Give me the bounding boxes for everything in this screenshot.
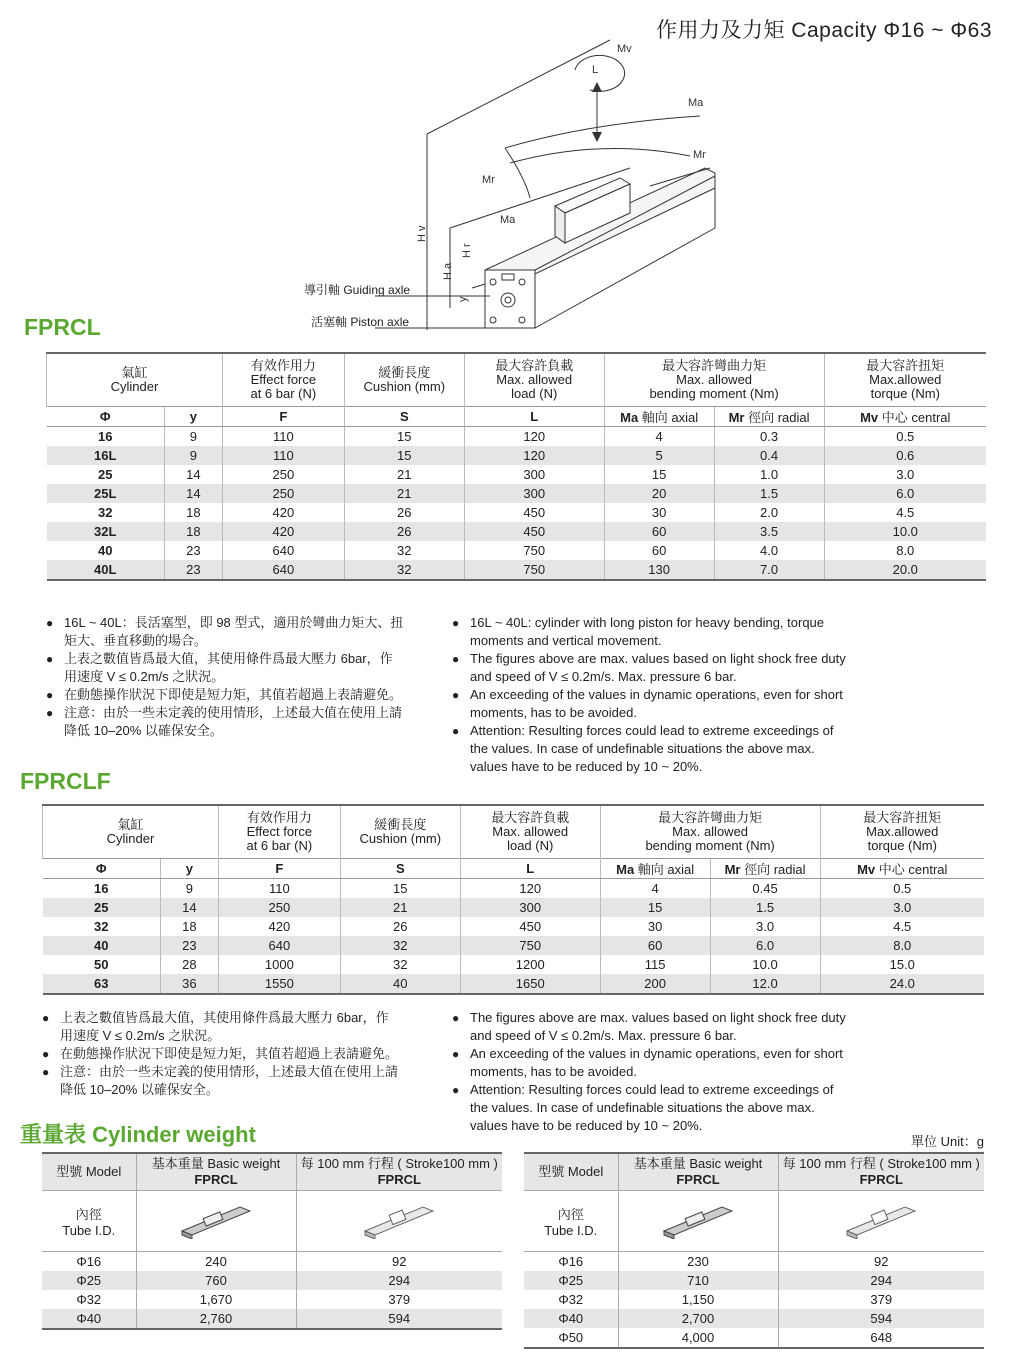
table-cell: 3.5 bbox=[714, 522, 824, 541]
weight-cell: 594 bbox=[778, 1309, 984, 1328]
header-torque: 最大容許扭矩 Max.allowed torque (Nm) bbox=[820, 805, 984, 859]
header-bending: 最大容許彎曲力矩 Max. allowed bending moment (Nm) bbox=[600, 805, 820, 859]
note-line: the values. In case of undefinable situations the above max. bbox=[470, 1100, 815, 1115]
weight-title: 重量表 Cylinder weight bbox=[20, 1122, 256, 1147]
weight-cell: 594 bbox=[296, 1309, 502, 1329]
weight-image-row bbox=[524, 1191, 984, 1252]
table-cell: 18 bbox=[160, 917, 218, 936]
table-cell: 16L bbox=[47, 446, 165, 465]
note-item: ● An exceeding of the values in dynamic operations, even for short bbox=[452, 1045, 872, 1063]
sub-mr: Mr 徑向 radial bbox=[714, 407, 824, 427]
header-cylinder: 氣缸 Cylinder bbox=[43, 805, 219, 859]
table-cell: 14 bbox=[164, 484, 222, 503]
sub-mv: Mv 中心 central bbox=[820, 859, 984, 879]
weight-row bbox=[524, 1271, 984, 1290]
table-cell: 23 bbox=[164, 541, 222, 560]
note-item: ● Attention: Resulting forces could lead to extreme exceedings of bbox=[452, 722, 872, 740]
fprcl-table bbox=[46, 352, 986, 581]
table-cell: 9 bbox=[160, 879, 218, 899]
note-item: ● The figures above are max. values based on light shock free duty bbox=[452, 650, 872, 668]
table-row bbox=[43, 898, 985, 917]
table-cell: 25L bbox=[47, 484, 165, 503]
table-cell: 4 bbox=[600, 879, 710, 899]
header-stroke: 每 100 mm 行程 ( Stroke100 mm ) FPRCL bbox=[296, 1153, 502, 1191]
table-row bbox=[47, 484, 987, 503]
note-line: the values. In case of undefinable situations the above max. bbox=[470, 741, 815, 756]
fprcl-title: FPRCL bbox=[24, 314, 101, 340]
weight-row bbox=[524, 1328, 984, 1348]
sub-ma: Ma 軸向 axial bbox=[600, 859, 710, 879]
table-cell: 30 bbox=[600, 917, 710, 936]
table-cell: 15 bbox=[340, 879, 460, 899]
weight-header-row bbox=[42, 1153, 502, 1191]
cylinder-image-2 bbox=[296, 1191, 502, 1252]
note-item: ● 上表之數值皆爲最大值，其使用條件爲最大壓力 6bar，作 bbox=[42, 1009, 432, 1027]
table-cell: 14 bbox=[160, 898, 218, 917]
table-cell: 1.5 bbox=[710, 898, 820, 917]
note-item: ● 注意：由於一些未定義的使用情形，上述最大值在使用上請 bbox=[42, 1063, 432, 1081]
note-line: values have to be reduced by 10 ~ 20%. bbox=[470, 759, 703, 774]
table-cell: 2.0 bbox=[714, 503, 824, 522]
sub-y: y bbox=[160, 859, 218, 879]
weight-cell: Φ25 bbox=[42, 1271, 136, 1290]
note-item: ● The figures above are max. values based on light shock free duty bbox=[452, 1009, 872, 1027]
table-cell: 1.5 bbox=[714, 484, 824, 503]
svg-text:H v: H v bbox=[416, 225, 428, 242]
table-cell: 26 bbox=[344, 503, 464, 522]
table-cell: 300 bbox=[464, 465, 604, 484]
table-cell: 0.5 bbox=[824, 427, 986, 447]
weight-cell: 294 bbox=[778, 1271, 984, 1290]
table-cell: 420 bbox=[218, 917, 340, 936]
table-cell: 110 bbox=[218, 879, 340, 899]
weight-cell: 2,700 bbox=[618, 1309, 778, 1328]
table-row bbox=[47, 541, 987, 560]
table-cell: 21 bbox=[344, 484, 464, 503]
weight-table-right bbox=[524, 1152, 984, 1349]
weight-cell: 230 bbox=[618, 1252, 778, 1272]
sub-f: F bbox=[218, 859, 340, 879]
table-cell: 18 bbox=[164, 503, 222, 522]
table-cell: 8.0 bbox=[824, 541, 986, 560]
header-cushion: 緩衝長度 Cushion (mm) bbox=[344, 353, 464, 407]
table-cell: 9 bbox=[164, 446, 222, 465]
table-cell: 9 bbox=[164, 427, 222, 447]
weight-cell: 1,670 bbox=[136, 1290, 296, 1309]
svg-text:Mv: Mv bbox=[617, 43, 632, 55]
weight-row bbox=[42, 1271, 502, 1290]
note-line: and speed of V ≤ 0.2m/s. Max. pressure 6 bar. bbox=[470, 1028, 737, 1043]
sub-phi: Φ bbox=[43, 859, 161, 879]
header-bending: 最大容許彎曲力矩 Max. allowed bending moment (Nm) bbox=[604, 353, 824, 407]
svg-text:H r: H r bbox=[461, 243, 473, 258]
weight-cell: Φ32 bbox=[558, 1292, 584, 1307]
svg-text:H a: H a bbox=[442, 262, 454, 280]
table-row bbox=[43, 917, 985, 936]
note-line: 用速度 V ≤ 0.2m/s 之狀況。 bbox=[60, 1028, 221, 1043]
table-cell: 1200 bbox=[460, 955, 600, 974]
table-cell: 40L bbox=[47, 560, 165, 580]
table-cell: 640 bbox=[222, 560, 344, 580]
table-cell: 3.0 bbox=[820, 898, 984, 917]
table-cell: 120 bbox=[460, 879, 600, 899]
table-cell: 21 bbox=[344, 465, 464, 484]
table-cell: 7.0 bbox=[714, 560, 824, 580]
table-cell: 6.0 bbox=[710, 936, 820, 955]
table-cell: 20.0 bbox=[824, 560, 986, 580]
sub-s: S bbox=[340, 859, 460, 879]
svg-text:Mr: Mr bbox=[693, 149, 706, 161]
note-line: 降低 10–20% 以確保安全。 bbox=[64, 723, 223, 738]
table-cell: 15 bbox=[344, 446, 464, 465]
table-cell: 10.0 bbox=[710, 955, 820, 974]
table-cell: 24.0 bbox=[820, 974, 984, 994]
table-cell: 250 bbox=[218, 898, 340, 917]
table-cell: 4.5 bbox=[824, 503, 986, 522]
table-cell: 1550 bbox=[218, 974, 340, 994]
table-cell: 14 bbox=[164, 465, 222, 484]
table-cell: 1000 bbox=[218, 955, 340, 974]
table-cell: 450 bbox=[464, 503, 604, 522]
note-line: 用速度 V ≤ 0.2m/s 之狀況。 bbox=[64, 669, 225, 684]
weight-cell: Φ16 bbox=[76, 1254, 102, 1269]
svg-text:y: y bbox=[457, 296, 469, 302]
table-cell: 6.0 bbox=[824, 484, 986, 503]
table-cell: 130 bbox=[604, 560, 714, 580]
note-item: ● Attention: Resulting forces could lead to extreme exceedings of bbox=[452, 1081, 872, 1099]
weight-cell: 92 bbox=[296, 1252, 502, 1272]
table-cell: 63 bbox=[43, 974, 161, 994]
header-model: 型號 Model bbox=[524, 1153, 618, 1191]
table-cell: 120 bbox=[464, 446, 604, 465]
weight-cell: Φ16 bbox=[558, 1254, 584, 1269]
table-cell: 0.45 bbox=[710, 879, 820, 899]
table-cell: 40 bbox=[97, 543, 113, 558]
weight-cell: 648 bbox=[778, 1328, 984, 1348]
note-line: values have to be reduced by 10 ~ 20%. bbox=[470, 1118, 703, 1133]
table-header-row bbox=[47, 353, 987, 407]
table-cell: 0.6 bbox=[824, 446, 986, 465]
cylinder-image bbox=[618, 1191, 778, 1252]
table-subheader-row bbox=[43, 859, 985, 879]
table-cell: 21 bbox=[340, 898, 460, 917]
table-cell: 32 bbox=[344, 560, 464, 580]
table-cell: 8.0 bbox=[820, 936, 984, 955]
table-cell: 5 bbox=[604, 446, 714, 465]
fprcl-notes-en bbox=[452, 614, 872, 776]
table-cell: 4.5 bbox=[820, 917, 984, 936]
header-stroke: 每 100 mm 行程 ( Stroke100 mm ) FPRCL bbox=[778, 1153, 984, 1191]
note-item: ● 16L ~ 40L: cylinder with long piston for heavy bending, torque bbox=[452, 614, 872, 632]
note-line: moments, has to be avoided. bbox=[470, 1064, 637, 1079]
cylinder-image-2-icon bbox=[843, 1201, 919, 1239]
table-cell: 0.5 bbox=[820, 879, 984, 899]
weight-cell: 240 bbox=[136, 1252, 296, 1272]
table-cell: 32 bbox=[97, 505, 113, 520]
cylinder-image-icon bbox=[660, 1201, 736, 1239]
table-cell: 30 bbox=[604, 503, 714, 522]
note-line: and speed of V ≤ 0.2m/s. Max. pressure 6 bar. bbox=[470, 669, 737, 684]
sub-s: S bbox=[344, 407, 464, 427]
guiding-axle-label: 導引軸 Guiding axle bbox=[304, 283, 411, 297]
table-cell: 640 bbox=[218, 936, 340, 955]
table-header-row bbox=[43, 805, 985, 859]
cylinder-image-2-icon bbox=[361, 1201, 437, 1239]
table-cell: 450 bbox=[460, 917, 600, 936]
fprclf-notes-zh bbox=[42, 1009, 432, 1099]
header-force: 有效作用力 Effect force at 6 bar (N) bbox=[218, 805, 340, 859]
sub-l: L bbox=[460, 859, 600, 879]
weight-cell: Φ50 bbox=[558, 1330, 584, 1345]
header-model: 型號 Model bbox=[42, 1153, 136, 1191]
weight-cell: 4,000 bbox=[618, 1328, 778, 1348]
table-cell: 32L bbox=[47, 522, 165, 541]
table-cell: 15 bbox=[600, 898, 710, 917]
cylinder-image-2 bbox=[778, 1191, 984, 1252]
table-row bbox=[47, 503, 987, 522]
sub-ma: Ma 軸向 axial bbox=[604, 407, 714, 427]
table-cell: 4.0 bbox=[714, 541, 824, 560]
table-cell: 28 bbox=[160, 955, 218, 974]
table-cell: 120 bbox=[464, 427, 604, 447]
sub-y: y bbox=[164, 407, 222, 427]
header-cushion: 緩衝長度 Cushion (mm) bbox=[340, 805, 460, 859]
weight-table-left bbox=[42, 1152, 502, 1330]
table-row bbox=[47, 446, 987, 465]
note-item: ● 在動態操作狀況下即使是短力矩，其值若超過上表請避免。 bbox=[42, 1045, 432, 1063]
table-cell: 10.0 bbox=[824, 522, 986, 541]
table-cell: 110 bbox=[222, 427, 344, 447]
tube-id-label: 內徑 Tube I.D. bbox=[42, 1191, 136, 1252]
note-line: 矩大、垂直移動的場合。 bbox=[64, 633, 208, 648]
table-cell: 3.0 bbox=[824, 465, 986, 484]
table-cell: 18 bbox=[164, 522, 222, 541]
table-cell: 750 bbox=[464, 560, 604, 580]
table-cell: 250 bbox=[222, 484, 344, 503]
table-cell: 640 bbox=[222, 541, 344, 560]
piston-axle-label: 活塞軸 Piston axle bbox=[311, 315, 410, 329]
table-cell: 0.4 bbox=[714, 446, 824, 465]
header-load: 最大容許負載 Max. allowed load (N) bbox=[464, 353, 604, 407]
page-title: 作用力及力矩 Capacity Φ16 ~ Φ63 bbox=[655, 19, 992, 42]
table-row bbox=[43, 879, 985, 899]
note-line: 降低 10–20% 以確保安全。 bbox=[60, 1082, 219, 1097]
sub-mv: Mv 中心 central bbox=[824, 407, 986, 427]
weight-image-row bbox=[42, 1191, 502, 1252]
tube-id-label: 內徑 Tube I.D. bbox=[524, 1191, 618, 1252]
note-item: ● 16L ~ 40L：長活塞型，即 98 型式，適用於彎曲力矩大、扭 bbox=[46, 614, 436, 632]
weight-cell: 379 bbox=[778, 1290, 984, 1309]
weight-row bbox=[524, 1290, 984, 1309]
fprclf-table bbox=[42, 804, 984, 995]
table-cell: 115 bbox=[600, 955, 710, 974]
table-cell: 750 bbox=[464, 541, 604, 560]
table-cell: 300 bbox=[464, 484, 604, 503]
table-cell: 300 bbox=[460, 898, 600, 917]
weight-cell: 1,150 bbox=[618, 1290, 778, 1309]
table-cell: 200 bbox=[600, 974, 710, 994]
note-item: ● 在動態操作狀況下即使是短力矩，其值若超過上表請避免。 bbox=[46, 686, 436, 704]
table-cell: 250 bbox=[222, 465, 344, 484]
note-item: ● An exceeding of the values in dynamic operations, even for short bbox=[452, 686, 872, 704]
table-cell: 16 bbox=[97, 429, 113, 444]
table-row bbox=[47, 465, 987, 484]
table-cell: 40 bbox=[43, 936, 161, 955]
table-cell: 15.0 bbox=[820, 955, 984, 974]
table-cell: 60 bbox=[604, 522, 714, 541]
header-torque: 最大容許扭矩 Max.allowed torque (Nm) bbox=[824, 353, 986, 407]
header-basic: 基本重量 Basic weight FPRCL bbox=[618, 1153, 778, 1191]
weight-header-row bbox=[524, 1153, 984, 1191]
table-row bbox=[47, 560, 987, 580]
note-line: moments, has to be avoided. bbox=[470, 705, 637, 720]
table-cell: 16 bbox=[93, 881, 109, 896]
weight-cell: 379 bbox=[296, 1290, 502, 1309]
table-cell: 32 bbox=[344, 541, 464, 560]
table-cell: 420 bbox=[222, 503, 344, 522]
weight-cell: Φ25 bbox=[524, 1271, 618, 1290]
table-cell: 26 bbox=[344, 522, 464, 541]
table-cell: 60 bbox=[604, 541, 714, 560]
weight-cell: 92 bbox=[778, 1252, 984, 1272]
table-cell: 420 bbox=[222, 522, 344, 541]
table-row bbox=[43, 936, 985, 955]
fprclf-title: FPRCLF bbox=[20, 768, 111, 794]
table-cell: 750 bbox=[460, 936, 600, 955]
weight-row bbox=[42, 1309, 502, 1329]
table-cell: 32 bbox=[340, 936, 460, 955]
table-cell: 0.3 bbox=[714, 427, 824, 447]
weight-cell: Φ40 bbox=[42, 1309, 136, 1329]
table-cell: 23 bbox=[160, 936, 218, 955]
header-force: 有效作用力 Effect force at 6 bar (N) bbox=[222, 353, 344, 407]
sub-l: L bbox=[464, 407, 604, 427]
table-cell: 60 bbox=[600, 936, 710, 955]
weight-cell: 2,760 bbox=[136, 1309, 296, 1329]
table-cell: 25 bbox=[97, 467, 113, 482]
table-cell: 450 bbox=[464, 522, 604, 541]
weight-row bbox=[524, 1309, 984, 1328]
table-cell: 50 bbox=[93, 957, 109, 972]
sub-mr: Mr 徑向 radial bbox=[710, 859, 820, 879]
unit-label: 單位 Unit：g bbox=[911, 1134, 984, 1149]
svg-text:Mr: Mr bbox=[482, 174, 495, 186]
fprcl-notes-zh bbox=[46, 614, 436, 740]
table-cell: 26 bbox=[340, 917, 460, 936]
note-item: ● 注意：由於一些未定義的使用情形，上述最大值在使用上請 bbox=[46, 704, 436, 722]
table-cell: 20 bbox=[604, 484, 714, 503]
weight-cell: 710 bbox=[618, 1271, 778, 1290]
table-cell: 36 bbox=[160, 974, 218, 994]
table-cell: 1.0 bbox=[714, 465, 824, 484]
table-cell: 110 bbox=[222, 446, 344, 465]
cylinder-image-icon bbox=[178, 1201, 254, 1239]
weight-row bbox=[42, 1252, 502, 1272]
table-cell: 32 bbox=[93, 919, 109, 934]
table-cell: 32 bbox=[340, 955, 460, 974]
table-cell: 1650 bbox=[460, 974, 600, 994]
table-cell: 4 bbox=[604, 427, 714, 447]
table-cell: 23 bbox=[164, 560, 222, 580]
table-row bbox=[43, 955, 985, 974]
header-basic: 基本重量 Basic weight FPRCL bbox=[136, 1153, 296, 1191]
cylinder-image bbox=[136, 1191, 296, 1252]
note-item: ● 上表之數值皆爲最大值，其使用條件爲最大壓力 6bar，作 bbox=[46, 650, 436, 668]
table-row bbox=[43, 974, 985, 994]
svg-text:Ma: Ma bbox=[500, 214, 516, 226]
sub-phi: Φ bbox=[47, 407, 165, 427]
table-row bbox=[47, 427, 987, 447]
svg-text:Ma: Ma bbox=[688, 97, 704, 109]
table-cell: 25 bbox=[43, 898, 161, 917]
table-subheader-row bbox=[47, 407, 987, 427]
fprclf-notes-en bbox=[452, 1009, 872, 1135]
table-row bbox=[47, 522, 987, 541]
header-cylinder: 氣缸 Cylinder bbox=[47, 353, 223, 407]
svg-text:L: L bbox=[592, 64, 599, 76]
weight-row bbox=[524, 1252, 984, 1272]
table-cell: 40 bbox=[340, 974, 460, 994]
header-load: 最大容許負載 Max. allowed load (N) bbox=[460, 805, 600, 859]
weight-cell: 760 bbox=[136, 1271, 296, 1290]
table-cell: 15 bbox=[604, 465, 714, 484]
sub-f: F bbox=[222, 407, 344, 427]
note-line: moments and vertical movement. bbox=[470, 633, 662, 648]
weight-cell: 294 bbox=[296, 1271, 502, 1290]
weight-cell: Φ32 bbox=[76, 1292, 102, 1307]
table-cell: 15 bbox=[344, 427, 464, 447]
weight-cell: Φ40 bbox=[524, 1309, 618, 1328]
table-cell: 12.0 bbox=[710, 974, 820, 994]
weight-row bbox=[42, 1290, 502, 1309]
table-cell: 3.0 bbox=[710, 917, 820, 936]
